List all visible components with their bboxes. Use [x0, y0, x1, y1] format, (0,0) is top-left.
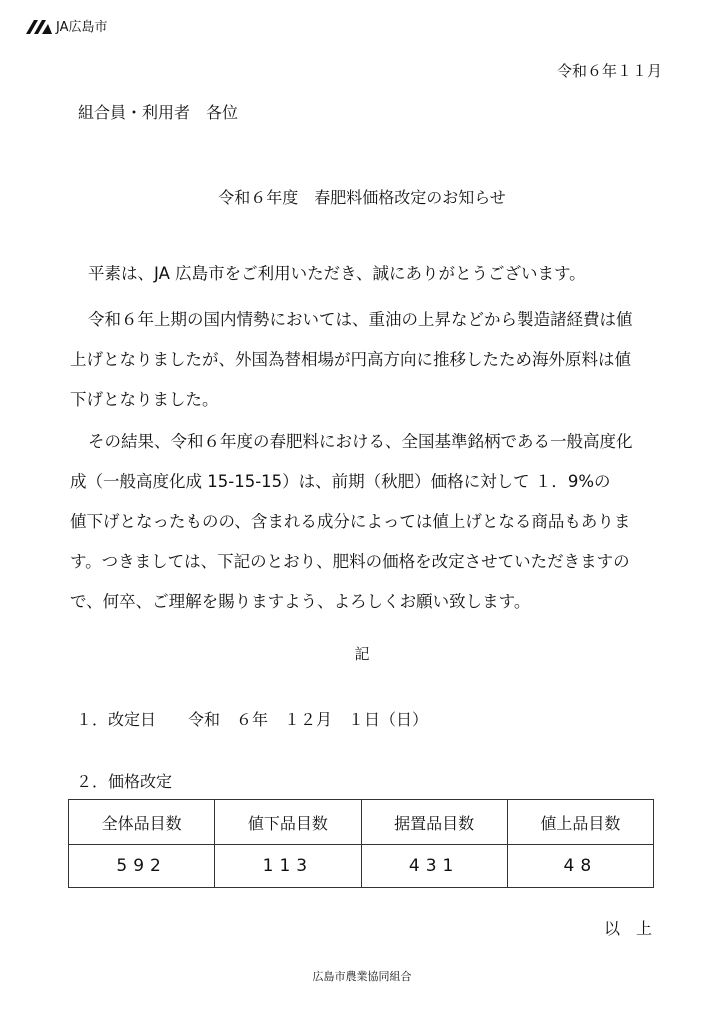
recipient: 組合員・利用者 各位 — [78, 103, 239, 122]
document-title: 令和６年度 春肥料価格改定のお知らせ — [218, 188, 506, 207]
paragraph-line: で、何卒、ご理解を賜りますよう、よろしくお願い致します。 — [70, 592, 531, 611]
paragraph-line: 上げとなりましたが、外国為替相場が円高方向に推移したため海外原料は値 — [70, 350, 631, 369]
paragraph-line: 平素は、JA 広島市をご利用いただき、誠にありがとうございます。 — [88, 264, 586, 283]
paragraph-line: 成（一般高度化成 15-15-15）は、前期（秋肥）価格に対して １．9%の — [70, 472, 611, 491]
ja-logo-icon — [24, 14, 54, 36]
paragraph-line: 令和６年上期の国内情勢においては、重油の上昇などから製造諸経費は値 — [88, 310, 633, 329]
document-date: 令和６年１１月 — [556, 62, 662, 80]
ki-heading: 記 — [354, 645, 370, 663]
header-logo — [24, 14, 108, 36]
paragraph-2 — [70, 300, 654, 420]
price-revision-table — [68, 799, 654, 888]
header-decreased-items: 値下品目数 — [215, 800, 361, 845]
paragraph-line: その結果、令和６年度の春肥料における、全国基準銘柄である一般高度化 — [88, 432, 633, 451]
paragraph-3 — [70, 422, 654, 622]
paragraph-1 — [70, 254, 654, 294]
value-unchanged-items: 431 — [361, 845, 507, 888]
value-total-items: 592 — [69, 845, 215, 888]
value-increased-items: 48 — [507, 845, 653, 888]
table-row — [69, 845, 654, 888]
value-decreased-items: 113 — [215, 845, 361, 888]
header-increased-items: 値上品目数 — [507, 800, 653, 845]
table-header-row — [69, 800, 654, 845]
footer-organization: 広島市農業協同組合 — [312, 970, 412, 983]
paragraph-line: 下げとなりました。 — [70, 390, 219, 409]
closing-mark: 以 上 — [603, 919, 652, 938]
paragraph-line: す。つきましては、下記のとおり、肥料の価格を改定させていただきますの — [70, 552, 630, 571]
price-revision-item: ２．価格改定 — [76, 772, 173, 791]
logo-text: JA広島市 — [56, 19, 108, 35]
revision-date-item: １．改定日 令和 ６年 １２月 １日（日） — [76, 710, 429, 729]
header-total-items: 全体品目数 — [69, 800, 215, 845]
paragraph-line: 値下げとなったものの、含まれる成分によっては値上げとなる商品もありま — [70, 512, 631, 531]
header-unchanged-items: 据置品目数 — [361, 800, 507, 845]
